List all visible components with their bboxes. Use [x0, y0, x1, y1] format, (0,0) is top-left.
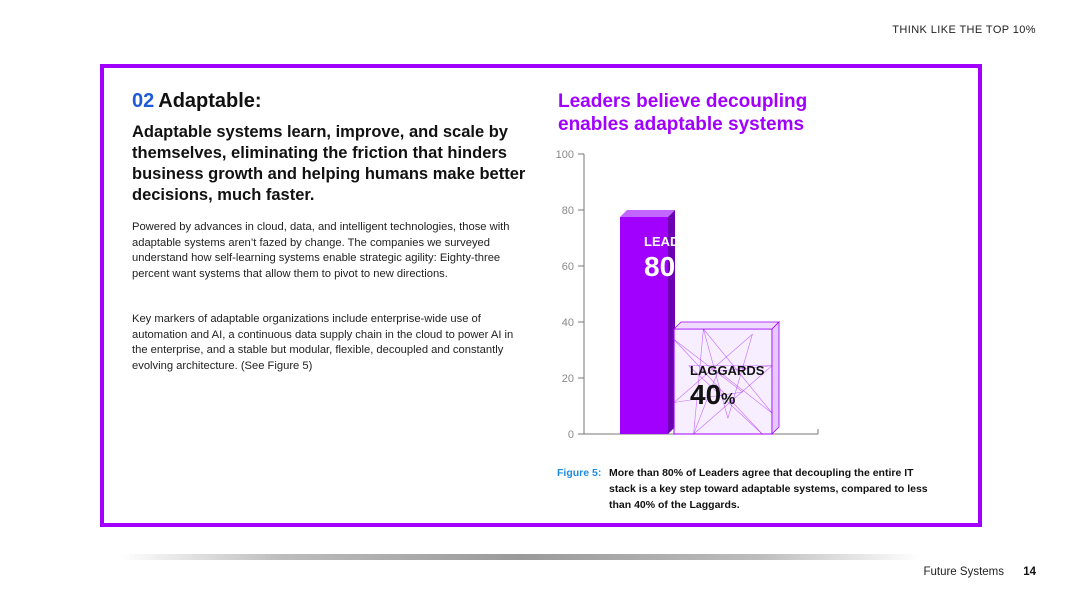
y-tick-label: 20: [561, 373, 574, 385]
bar-laggards: [674, 322, 779, 434]
figure-label: Figure 5:: [557, 467, 602, 479]
running-header: THINK LIKE THE TOP 10%: [892, 24, 1036, 36]
page-number: 14: [1023, 566, 1036, 578]
bar-laggards-value-label: 40%: [690, 379, 736, 410]
bar-chart: [544, 144, 834, 444]
y-tick-label: 100: [555, 149, 574, 161]
bar-laggards-front: [674, 329, 772, 434]
y-tick-label: 0: [567, 429, 574, 441]
section-title: [132, 90, 262, 113]
figure-caption: [557, 465, 937, 513]
section-number: 02: [132, 90, 155, 112]
chart-title: Leaders believe decoupling enables adaptable systems: [558, 91, 808, 135]
bar-leaders-category-label: LEADERS: [644, 234, 707, 249]
section-title-text: Adaptable:: [158, 90, 262, 112]
bar-laggards-category-label: LAGGARDS: [690, 363, 765, 378]
content-frame: [100, 64, 982, 527]
y-tick-label: 60: [561, 261, 574, 273]
footer-publication: Future Systems: [923, 566, 1004, 578]
lead-statement: Adaptable systems learn, improve, and scale by themselves, eliminating the friction that hinders business growth and helping humans make better decisions, much faster.: [132, 123, 526, 204]
y-tick-label: 40: [561, 317, 574, 329]
bar-leaders-front: [620, 217, 668, 434]
body-paragraph-2: Key markers of adaptable organizations include enterprise-wide use of automation and AI, a continuous data supply chain in the cloud to power AI in the enterprise, and a stable but modular, flexible, decoupled and constantly evolving architecture. (See Figure 5): [132, 313, 514, 372]
bar-leaders-top: [620, 210, 675, 217]
bar-laggards-side: [772, 322, 779, 434]
figure-caption-text: More than 80% of Leaders agree that decoupling the entire IT stack is a key step toward adaptable systems, compared to less than 40% of the Laggards.: [609, 467, 928, 511]
y-tick-label: 80: [561, 205, 574, 217]
body-paragraph-1: Powered by advances in cloud, data, and intelligent technologies, those with adaptable systems aren’t fazed by change. The companies we surveyed understand how self-learning systems enable strategic agility: Eighty-three percent want systems that allow them to pivot to new directions.: [132, 221, 510, 280]
footer-divider: [120, 554, 920, 560]
bar-leaders-value-label: 80%: [644, 251, 690, 282]
bar-laggards-top: [674, 322, 779, 329]
